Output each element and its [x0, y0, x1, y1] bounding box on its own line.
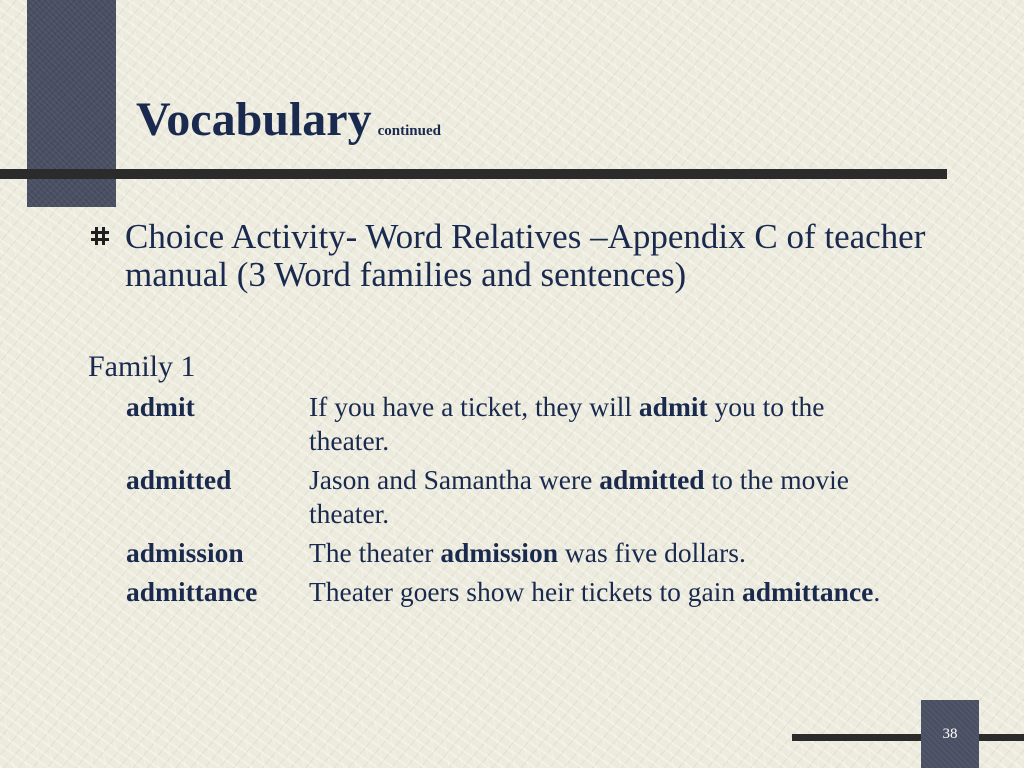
entry-word: admit	[126, 391, 195, 422]
entry-word: admission	[126, 537, 244, 568]
entry-sentence: If you have a ticket, they will admit you to the theater.	[309, 391, 825, 456]
family-label: Family 1	[88, 350, 196, 383]
page-number: 38	[942, 726, 958, 742]
slide-title-sub: continued	[377, 123, 441, 139]
entry-word: admittance	[126, 576, 258, 607]
word-entry-admission	[126, 536, 926, 570]
entry-sentence: Theater goers show heir tickets to gain admittance.	[309, 576, 881, 607]
slide-title-text: Vocabulary	[136, 93, 372, 146]
word-entry-admittance	[126, 575, 926, 609]
word-family-list	[126, 390, 926, 614]
hash-bullet-icon	[90, 226, 110, 246]
entry-word: admitted	[126, 464, 232, 495]
footer-divider	[792, 734, 1024, 741]
entry-sentence: Jason and Samantha were admitted to the movie theater.	[309, 464, 849, 529]
slide-title	[136, 93, 441, 146]
entry-sentence: The theater admission was five dollars.	[309, 537, 746, 568]
word-entry-admitted	[126, 463, 926, 531]
word-entry-admit	[126, 390, 926, 458]
bullet-text: Choice Activity- Word Relatives –Appendix C of teacher manual (3 Word families and sentences)	[125, 217, 926, 294]
title-divider	[0, 169, 947, 179]
